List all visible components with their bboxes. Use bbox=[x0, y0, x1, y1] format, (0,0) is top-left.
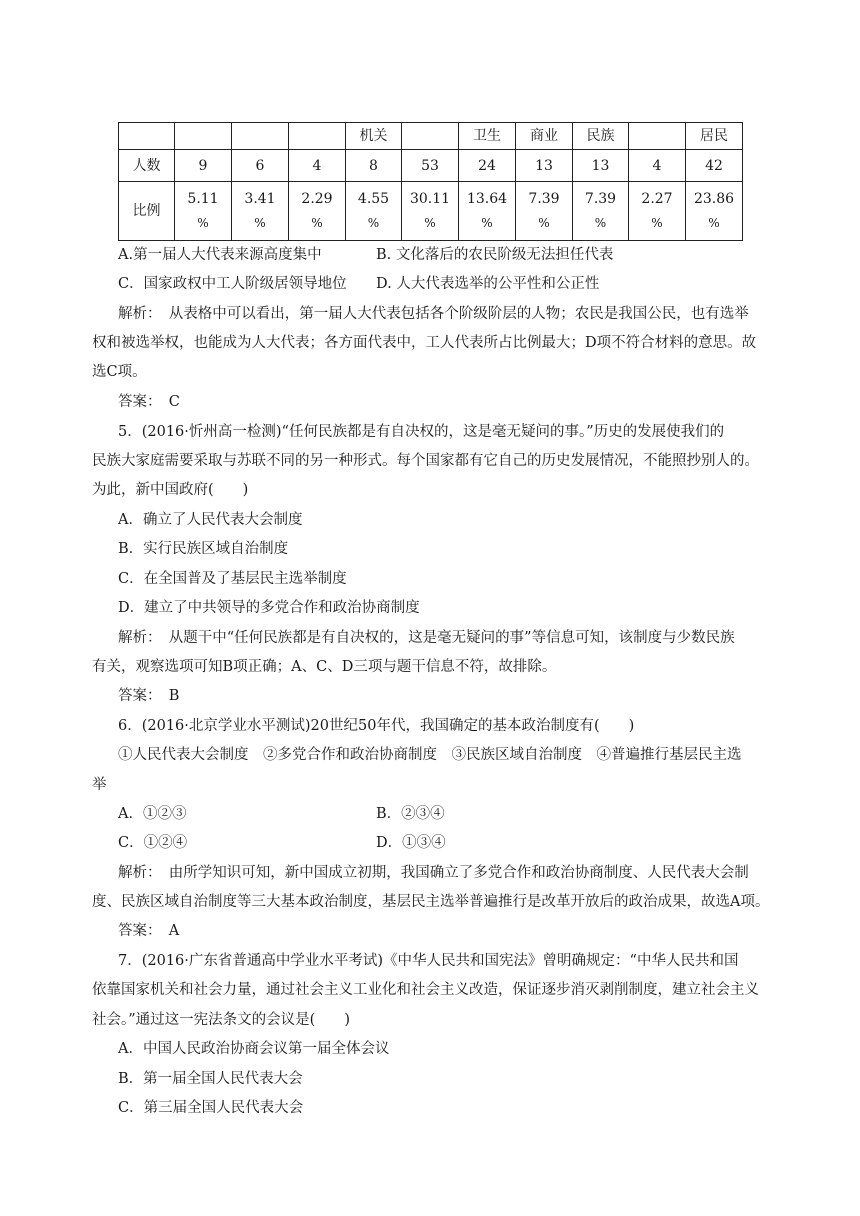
ratio-value: 7.39 bbox=[528, 191, 560, 207]
count-cell: 4 bbox=[289, 150, 346, 182]
ratio-cell bbox=[459, 182, 516, 241]
q7-stem-line: 依靠国家机关和社会力量，通过社会主义工业化和社会主义改造，保证逐步消灭剥削制度，建立社会主义 bbox=[92, 982, 759, 998]
count-cell: 42 bbox=[686, 150, 743, 182]
ratio-value: 23.86 bbox=[693, 191, 735, 207]
table-ratio-row bbox=[119, 182, 743, 241]
percent-sign: % bbox=[424, 216, 436, 230]
count-cell: 53 bbox=[402, 150, 459, 182]
ratio-value: 13.64 bbox=[466, 191, 508, 207]
table-header-cell bbox=[175, 123, 232, 150]
percent-sign: % bbox=[708, 216, 720, 230]
delegate-source-table bbox=[118, 122, 743, 241]
ratio-cell bbox=[573, 182, 629, 241]
count-cell: 13 bbox=[573, 150, 629, 182]
percent-sign: % bbox=[651, 216, 663, 230]
q5-option-b: B．实行民族区域自治制度 bbox=[118, 541, 289, 557]
table-header-cell: 民族 bbox=[573, 123, 629, 150]
table-header-cell: 居民 bbox=[686, 123, 743, 150]
q5-option-a: A．确立了人民代表大会制度 bbox=[118, 512, 303, 528]
q6-option-a: A．①②③ bbox=[118, 806, 187, 822]
count-cell: 9 bbox=[175, 150, 232, 182]
count-cell: 6 bbox=[232, 150, 289, 182]
q6-analysis-line: 度、民族区域自治制度等三大基本政治制度，基层民主选举普遍推行是改革开放后的政治成果，故选A项。 bbox=[92, 894, 770, 910]
ratio-cell bbox=[629, 182, 686, 241]
table-header-cell bbox=[232, 123, 289, 150]
table-header-cell: 商业 bbox=[516, 123, 573, 150]
q7-option-a: A．中国人民政治协商会议第一届全体会议 bbox=[118, 1041, 390, 1057]
q7-option-c: C．第三届全国人民代表大会 bbox=[118, 1100, 304, 1116]
count-row-label: 人数 bbox=[119, 150, 175, 182]
q5-stem-line: 5．(2016·忻州高一检测)“任何民族都是有自决权的，这是毫无疑问的事。”历史的发展使我们的 bbox=[118, 424, 725, 440]
ratio-value: 2.27 bbox=[641, 191, 673, 207]
ratio-value: 4.55 bbox=[357, 191, 390, 207]
table-header-cell bbox=[289, 123, 346, 150]
q5-analysis-line: 解析： 从题干中“任何民族都是有自决权的，这是毫无疑问的事”等信息可知，该制度与少数民族 bbox=[118, 630, 735, 646]
q5-option-c: C．在全国普及了基层民主选举制度 bbox=[118, 571, 347, 587]
q7-stem-line: 社会。”通过这一宪法条文的会议是( ) bbox=[92, 1012, 350, 1028]
table-header-cell bbox=[119, 123, 175, 150]
q6-options-row-2 bbox=[118, 833, 758, 853]
table-header-cell: 机关 bbox=[346, 123, 402, 150]
ratio-cell bbox=[516, 182, 573, 241]
q4-option-c: C．国家政权中工人阶级居领导地位 bbox=[118, 276, 347, 292]
q6-items-line: ①人民代表大会制度 ②多党合作和政治协商制度 ③民族区域自治制度 ④普遍推行基层民主选 bbox=[118, 747, 742, 763]
q4-options-row-2 bbox=[118, 274, 758, 294]
q4-option-b: B. 文化落后的农民阶级无法担任代表 bbox=[376, 247, 614, 263]
percent-sign: % bbox=[367, 216, 380, 230]
q4-option-d: D. 人大代表选举的公平性和公正性 bbox=[376, 276, 600, 292]
q6-answer: 答案： A bbox=[118, 923, 180, 939]
q5-answer: 答案： B bbox=[118, 688, 180, 704]
table-header-cell bbox=[402, 123, 459, 150]
percent-sign: % bbox=[254, 216, 266, 230]
percent-sign: % bbox=[538, 216, 550, 230]
count-cell: 8 bbox=[346, 150, 402, 182]
count-cell: 13 bbox=[516, 150, 573, 182]
ratio-cell bbox=[346, 182, 402, 241]
q5-option-d: D．建立了中共领导的多党合作和政治协商制度 bbox=[118, 600, 420, 616]
ratio-value: 3.41 bbox=[244, 191, 276, 207]
percent-sign: % bbox=[594, 216, 607, 230]
count-cell: 4 bbox=[629, 150, 686, 182]
q5-analysis-line: 有关，观察选项可知B项正确；A、C、D三项与题干信息不符，故排除。 bbox=[92, 659, 557, 675]
ratio-value: 7.39 bbox=[584, 191, 617, 207]
q6-items-line: 举 bbox=[92, 777, 107, 793]
q6-option-d: D．①③④ bbox=[376, 835, 446, 851]
q6-analysis-line: 解析： 由所学知识可知，新中国成立初期，我国确立了多党合作和政治协商制度、人民代表大会制 bbox=[118, 865, 749, 881]
percent-sign: % bbox=[311, 216, 323, 230]
q5-stem-line: 民族大家庭需要采取与苏联不同的另一种形式。每个国家都有它自己的历史发展情况，不能照抄别人的。 bbox=[92, 453, 759, 469]
q7-stem-line: 7．(2016·广东省普通高中学业水平考试)《中华人民共和国宪法》曾明确规定：“中华人民共和国 bbox=[118, 953, 739, 969]
ratio-cell bbox=[232, 182, 289, 241]
ratio-cell bbox=[402, 182, 459, 241]
ratio-cell bbox=[175, 182, 232, 241]
table-count-row bbox=[119, 150, 743, 182]
ratio-value: 5.11 bbox=[187, 191, 219, 207]
q6-options-row-1 bbox=[118, 804, 758, 824]
table-header-cell bbox=[629, 123, 686, 150]
q4-analysis-line: 解析： 从表格中可以看出，第一届人大代表包括各个阶级阶层的人物；农民是我国公民，也有选举 bbox=[118, 306, 749, 322]
q4-option-a: A.第一届人大代表来源高度集中 bbox=[118, 247, 322, 263]
table-header-row bbox=[119, 123, 743, 150]
ratio-cell bbox=[289, 182, 346, 241]
q5-stem-line: 为此，新中国政府( ) bbox=[92, 482, 249, 498]
q7-option-b: B．第一届全国人民代表大会 bbox=[118, 1071, 303, 1087]
percent-sign: % bbox=[481, 216, 493, 230]
q4-analysis-line: 权和被选举权，也能成为人大代表；各方面代表中，工人代表所占比例最大；D项不符合材料的意思。故 bbox=[92, 335, 757, 351]
percent-sign: % bbox=[197, 216, 209, 230]
q6-option-b: B．②③④ bbox=[376, 806, 445, 822]
q6-option-c: C．①②④ bbox=[118, 835, 188, 851]
ratio-row-label: 比例 bbox=[119, 182, 175, 241]
q4-analysis-line: 选C项。 bbox=[92, 364, 147, 380]
ratio-value: 30.11 bbox=[409, 191, 451, 207]
ratio-value: 2.29 bbox=[301, 191, 333, 207]
q4-options-row-1 bbox=[118, 245, 758, 265]
q4-answer: 答案： C bbox=[118, 394, 180, 410]
ratio-cell bbox=[686, 182, 743, 241]
count-cell: 24 bbox=[459, 150, 516, 182]
table-header-cell: 卫生 bbox=[459, 123, 516, 150]
q6-stem: 6．(2016·北京学业水平测试)20世纪50年代，我国确定的基本政治制度有( ) bbox=[118, 718, 635, 734]
